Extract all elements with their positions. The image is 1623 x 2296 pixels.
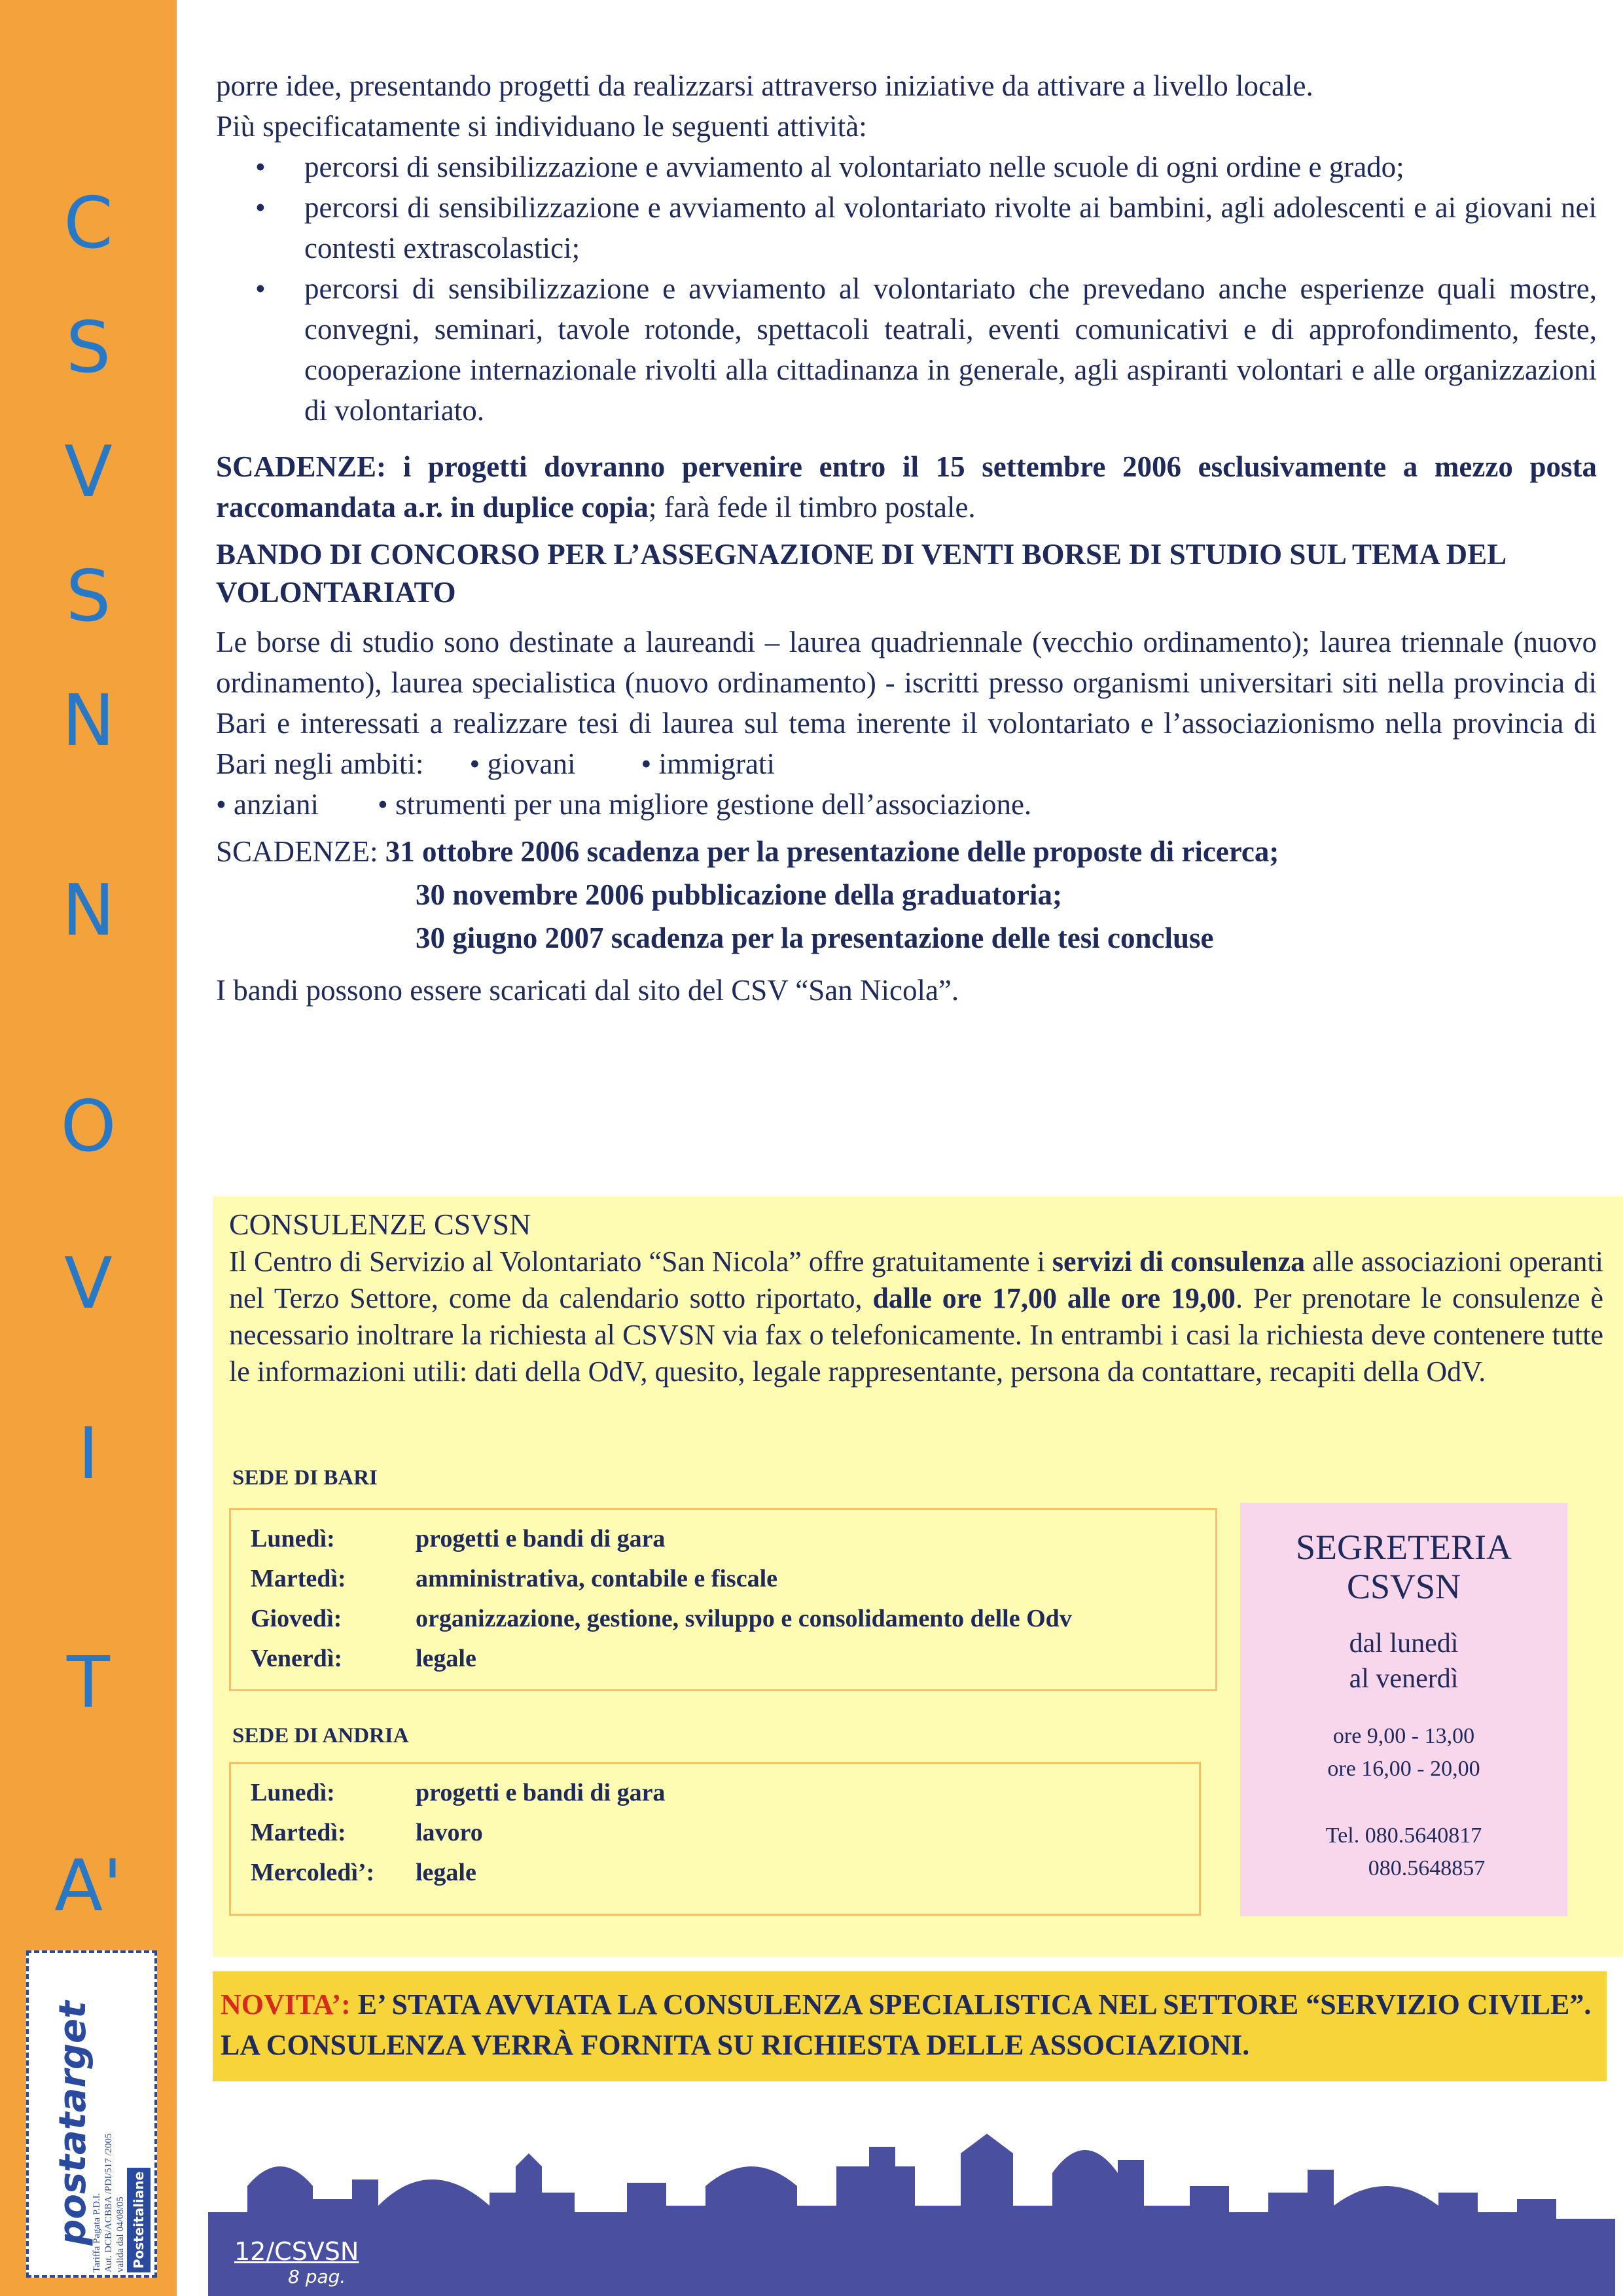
schedule-topic: progetti e bandi di gara — [416, 1525, 666, 1552]
sidebar-letter: N — [62, 870, 115, 952]
schedule-row — [251, 1599, 1215, 1639]
consulenze-services: servizi di consulenza — [1052, 1246, 1306, 1278]
sede-bari-schedule — [229, 1508, 1217, 1691]
sede-andria-label: SEDE DI ANDRIA — [232, 1724, 409, 1748]
bando-heading: BANDO DI CONCORSO PER L’ASSEGNAZIONE DI VENTI BORSE DI STUDIO SUL TEMA DEL VOLONTARIATO — [216, 538, 1505, 609]
ambito-item: strumenti per una migliore gestione dell’associazione. — [395, 788, 1032, 821]
schedule-topic: lavoro — [416, 1819, 483, 1846]
sidebar-letter: A' — [54, 1845, 122, 1927]
consulenze-title: CONSULENZE CSVSN — [229, 1208, 531, 1241]
schedule-topic: amministrativa, contabile e fiscale — [416, 1565, 778, 1592]
segreteria-phone: Tel. 080.5640817 — [1325, 1823, 1482, 1848]
download-note: I bandi possono essere scaricati dal sito del CSV “San Nicola”. — [216, 974, 959, 1007]
intro-paragraph: porre idee, presentando progetti da realizzarsi attraverso iniziative da attivare a livello locale. — [216, 69, 1313, 102]
segreteria-phone: 080.5648857 — [1368, 1856, 1486, 1880]
deadline-item: 31 ottobre 2006 scadenza per la presentazione delle proposte di ricerca; — [385, 835, 1279, 868]
deadline-label: SCADENZE: — [216, 450, 387, 483]
segreteria-title: CSVSN — [1346, 1567, 1461, 1606]
schedule-topic: organizzazione, gestione, sviluppo e consolidamento delle Odv — [416, 1605, 1072, 1632]
schedule-row — [251, 1639, 1215, 1679]
deadline-row: 30 giugno 2007 scadenza per la presentazione delle tesi concluse — [416, 922, 1214, 954]
schedule-row — [251, 1519, 1215, 1559]
sidebar-letter: S — [65, 307, 111, 389]
segreteria-days: dal lunedì — [1349, 1628, 1459, 1659]
bando-text: Le borse di studio sono destinate a laureandi – laurea quadriennale (vecchio ordinamento); laurea triennale (nuovo ordinamento), laurea specialistica (nuovo ordinamento) - iscritti presso organismi universitari siti nella provincia di Bari e interessati a realizzare tesi di laurea sul tema inerente il volontariato e l’associazionismo nella provincia di Bari negli ambiti: • giovani • immigrati — [216, 626, 1597, 780]
segreteria-box — [1240, 1503, 1567, 1916]
novita-banner — [213, 1971, 1607, 2081]
poste-italiane-logo: Posteitaliane — [127, 2168, 151, 2272]
deadline-row — [216, 830, 1597, 873]
segreteria-hours: ore 16,00 - 20,00 — [1327, 1757, 1480, 1781]
postatarget-logo: postatarget — [52, 2001, 94, 2246]
postage-valid: valida dal 04/08/05 — [115, 2197, 126, 2272]
main-content — [216, 65, 1597, 1011]
schedule-day: Venerdì: — [251, 1645, 343, 1672]
postage-tariff: Tariffa Pagata P.D.I. — [92, 2193, 102, 2272]
segreteria-hours: ore 9,00 - 13,00 — [1332, 1724, 1475, 1748]
page-count: 8 pag. — [288, 2266, 346, 2287]
list-item: • percorsi di sensibilizzazione e avviamento al volontariato rivolte ai bambini, agli adolescenti e ai giovani nei contesti extrascolastici; — [304, 187, 1597, 268]
sidebar-letter: T — [67, 1642, 110, 1724]
postage-stamp — [26, 1950, 157, 2278]
consulenze-text — [229, 1244, 1603, 1390]
ambito-item: immigrati — [658, 747, 775, 780]
segreteria-title: SEGRETERIA — [1296, 1528, 1512, 1567]
novita-text: E’ STATA AVVIATA LA CONSULENZA SPECIALISTICA NEL SETTORE “SERVIZIO CIVILE”. LA CONSULENZA VERRÀ FORNITA SU RICHIESTA DELLE ASSOCIAZIONI. — [221, 1988, 1592, 2061]
list-item: • percorsi di sensibilizzazione e avviamento al volontariato nelle scuole di ogni ordine e grado; — [304, 147, 1597, 187]
consulenze-text-part: Il Centro di Servizio al Volontariato “San Nicola” offre gratuitamente i — [229, 1246, 1052, 1278]
schedule-row — [251, 1559, 1215, 1599]
consulenze-hours: dalle ore 17,00 alle ore 19,00 — [872, 1282, 1236, 1314]
schedule-day: Martedì: — [251, 1819, 346, 1846]
schedule-day: Giovedì: — [251, 1605, 342, 1632]
page-number: 12/CSVSN — [234, 2237, 359, 2266]
city-skyline-illustration — [208, 2108, 1615, 2296]
consulenze-text-part: alle associazioni operanti nel Terzo Settore, come da calendario sotto riportato, — [229, 1246, 1604, 1314]
intro-lead: Più specificatamente si individuano le seguenti attività: — [216, 110, 867, 143]
deadlines-label: SCADENZE: — [216, 835, 378, 868]
sede-bari-label: SEDE DI BARI — [232, 1466, 378, 1490]
ambito-item: anziani — [234, 788, 319, 821]
sidebar-letter: V — [64, 431, 113, 513]
schedule-topic: legale — [416, 1859, 476, 1886]
sidebar-letter: O — [60, 1086, 116, 1168]
sidebar-letter: V — [64, 1243, 113, 1325]
sidebar-letter: C — [63, 183, 113, 264]
list-item: • percorsi di sensibilizzazione e avviamento al volontariato che prevedano anche esperienze quali mostre, convegni, seminari, tavole rotonde, spettacoli teatrali, eventi comunicativi e di approfondimento, feste, cooperazione internazionale rivolti alla cittadinanza in generale, agli aspiranti volontari e alle organizzazioni di volontariato. — [304, 268, 1597, 431]
schedule-day: Lunedì: — [251, 1525, 335, 1552]
sidebar-band — [0, 0, 177, 2296]
sidebar-letter: N — [62, 680, 115, 762]
ambito-item: giovani — [487, 747, 576, 780]
sede-andria-schedule — [229, 1762, 1201, 1916]
bando-ambiti-line: • anziani • strumenti per una migliore gestione dell’associazione. — [216, 788, 1032, 821]
activity-list — [216, 147, 1597, 431]
schedule-day: Lunedì: — [251, 1779, 335, 1806]
deadline-note: ; farà fede il timbro postale. — [648, 491, 976, 524]
deadline-text: i progetti dovranno pervenire entro il 15 settembre 2006 esclusivamente a mezzo posta raccomandata a.r. in duplice copia — [216, 450, 1597, 524]
schedule-row — [251, 1813, 1199, 1853]
schedule-day: Martedì: — [251, 1565, 346, 1592]
schedule-day: Mercoledì’: — [251, 1859, 375, 1886]
project-deadline — [216, 446, 1597, 528]
schedule-topic: legale — [416, 1645, 476, 1672]
bando-description: Le borse di studio sono destinate a laureandi – laurea quadriennale (vecchio ordinamento); laurea triennale (nuovo ordinamento), laurea specialistica (nuovo ordinamento) - iscritti presso organismi universitari siti nella provincia di Bari e interessati a realizzare tesi di laurea sul tema inerente il volontariato e l’associazionismo nella provincia di Bari negli ambiti: — [216, 626, 1597, 780]
bando-deadlines — [216, 830, 1597, 960]
schedule-row — [251, 1773, 1199, 1813]
segreteria-days: al venerdì — [1349, 1664, 1459, 1694]
consulenze-text-part: . Per prenotare le consulenze è necessario inoltrare la richiesta al CSVSN via fax o telefonicamente. In entrambi i casi la richiesta deve contenere tutte le informazioni utili: dati della OdV, quesito, legale rappresentante, persona da contattare, recapiti della OdV. — [229, 1282, 1603, 1388]
sidebar-letter: S — [65, 556, 111, 637]
schedule-topic: progetti e bandi di gara — [416, 1779, 666, 1806]
postage-auth: Aut. DCB/ACBBA /PDI/517 /2005 — [103, 2133, 114, 2272]
novita-label: NOVITA’: — [221, 1988, 351, 2020]
deadline-row: 30 novembre 2006 pubblicazione della graduatoria; — [416, 878, 1062, 911]
schedule-row — [251, 1853, 1199, 1893]
sidebar-letter: I — [78, 1413, 99, 1495]
